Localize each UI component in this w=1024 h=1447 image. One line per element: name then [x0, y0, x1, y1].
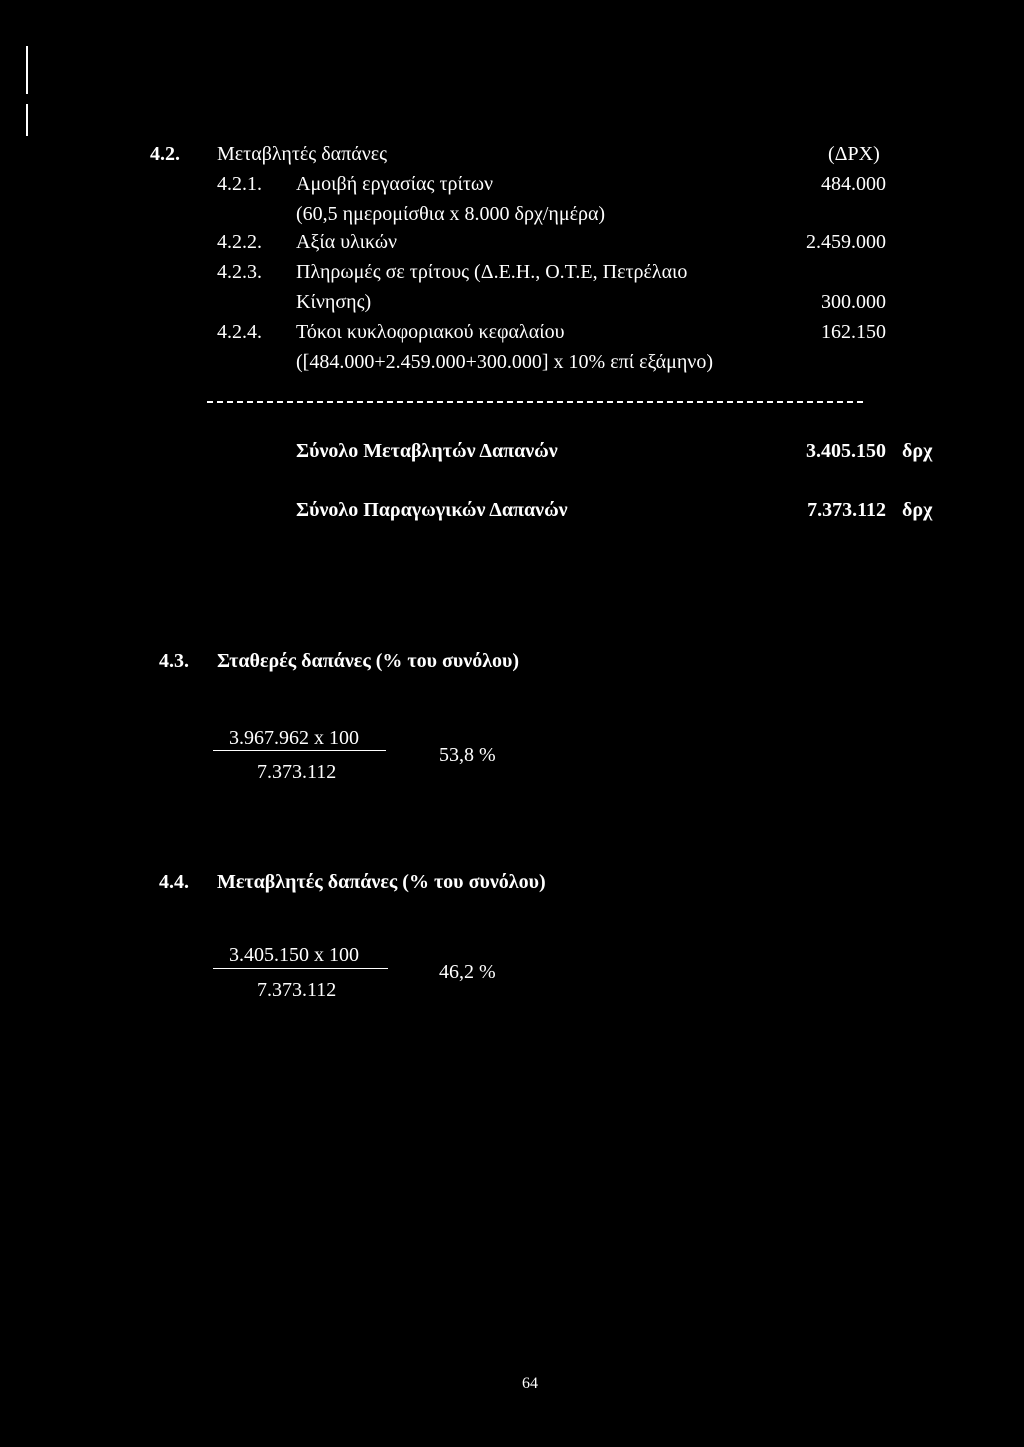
item-amount: 2.459.000	[806, 231, 886, 253]
item-detail: (60,5 ημερομίσθια x 8.000 δρχ/ημέρα)	[296, 203, 606, 225]
fraction-numerator: 3.405.150 x 100	[229, 944, 359, 966]
total-production-unit: δρχ	[902, 499, 933, 521]
fraction-bar	[213, 750, 386, 751]
item-label: Αμοιβή εργασίας τρίτων	[296, 173, 494, 195]
section-number: 4.2.	[150, 143, 180, 165]
dashed-separator	[207, 401, 863, 403]
item-number: 4.2.2.	[217, 231, 262, 253]
fraction-bar	[213, 968, 388, 969]
section-number: 4.3.	[159, 650, 189, 672]
fraction-denominator: 7.373.112	[257, 979, 337, 1001]
fraction-result: 46,2 %	[439, 961, 496, 983]
total-production-label: Σύνολο Παραγωγικών Δαπανών	[296, 499, 568, 521]
item-number: 4.2.1.	[217, 173, 262, 195]
total-variable-unit: δρχ	[902, 440, 933, 462]
total-variable-amount: 3.405.150	[806, 440, 886, 462]
section-title: Σταθερές δαπάνες (% του συνόλου)	[217, 650, 520, 672]
item-amount: 484.000	[821, 173, 886, 195]
section-number: 4.4.	[159, 871, 189, 893]
item-number: 4.2.3.	[217, 261, 262, 283]
section-title: Μεταβλητές δαπάνες (% του συνόλου)	[217, 871, 546, 893]
total-variable-label: Σύνολο Μεταβλητών Δαπανών	[296, 440, 558, 462]
item-label: Αξία υλικών	[296, 231, 398, 253]
item-label: Τόκοι κυκλοφοριακού κεφαλαίου	[296, 321, 565, 343]
item-detail: ([484.000+2.459.000+300.000] x 10% επί εξάμηνο)	[296, 351, 714, 373]
scan-edge-line	[26, 46, 28, 94]
fraction-numerator: 3.967.962 x 100	[229, 727, 359, 749]
section-title: Μεταβλητές δαπάνες	[217, 143, 388, 165]
scan-edge-line	[26, 104, 28, 136]
item-amount: 162.150	[821, 321, 886, 343]
item-number: 4.2.4.	[217, 321, 262, 343]
item-detail: Κίνησης)	[296, 291, 372, 313]
page-number: 64	[522, 1375, 538, 1392]
total-production-amount: 7.373.112	[807, 499, 886, 521]
unit-header: (ΔΡΧ)	[828, 143, 880, 165]
item-label: Πληρωμές σε τρίτους (Δ.Ε.Η., Ο.Τ.Ε, Πετρέλαιο	[296, 261, 688, 283]
fraction-result: 53,8 %	[439, 744, 496, 766]
fraction-denominator: 7.373.112	[257, 761, 337, 783]
item-amount: 300.000	[821, 291, 886, 313]
